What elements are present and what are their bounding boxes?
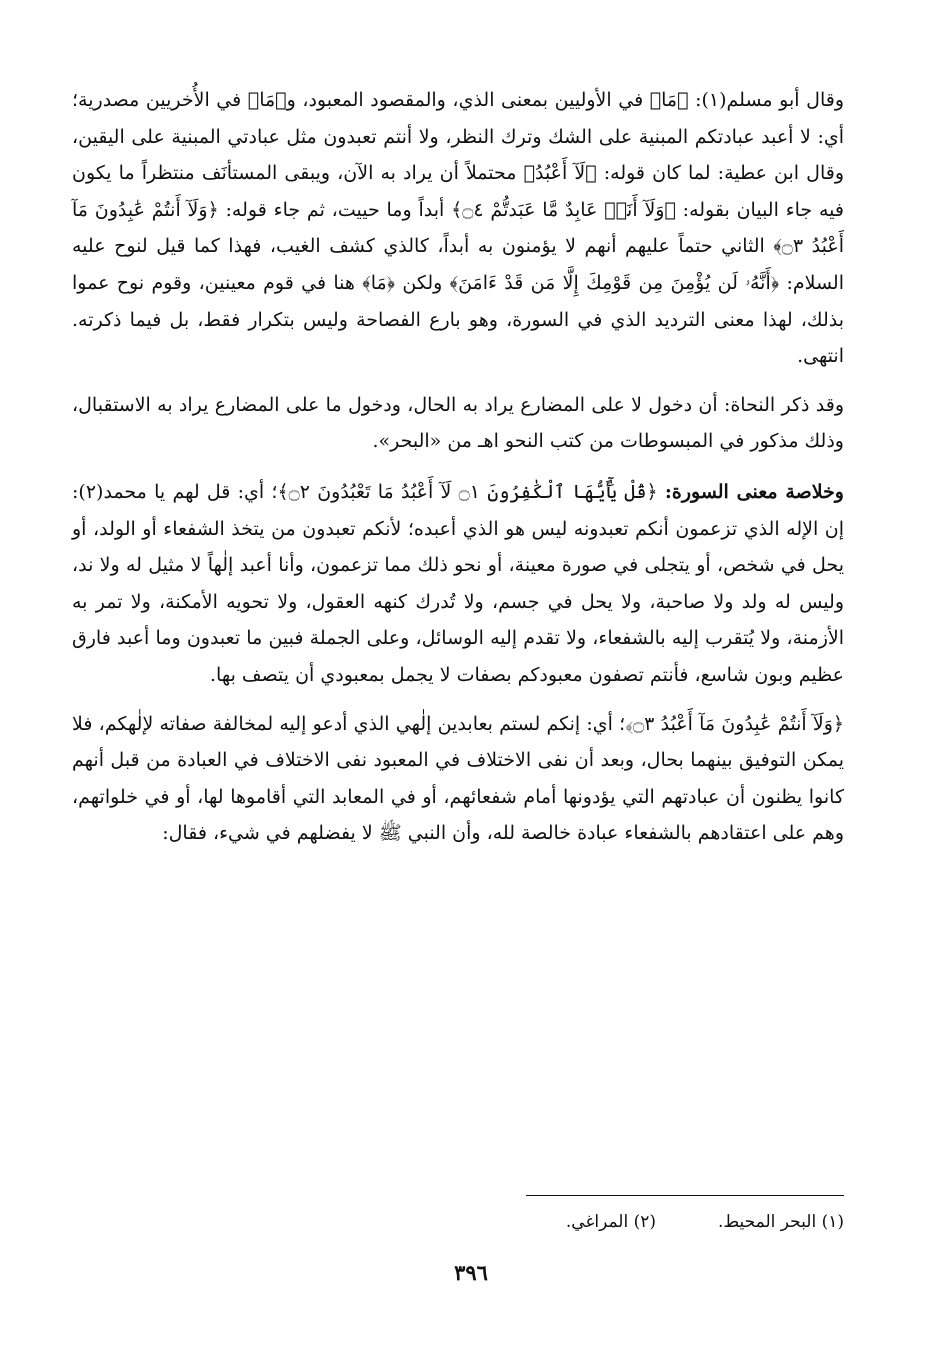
page-number: ٣٩٦ bbox=[454, 1260, 488, 1285]
summary-heading: وخلاصة معنى السورة: bbox=[664, 480, 844, 503]
paragraph-wala-antum: ﴿وَلَآ أَنتُمْ عَٰبِدُونَ مَآ أَعْبُدُ ۝٣﴾؛ أي: إنكم لستم بعابدين إلٰهي الذي أدعو إليه لمخالفة صفاته لإلٰهكم، فلا يمكن التوفيق بينهما بحال، وبعد أن نفى الاختلاف في المعبود نفى الاختلاف في العبادة من قبل أنهم كانوا يظنون أن عبادتهم التي يؤدونها أمام شفعائهم، أو في المعابد التي أقاموها لها، أو في خلواتهم، وهم على اعتقادهم بالشفعاء عبادة خالصة لله، وأن النبي ﷺ لا يفضلهم في شيء، فقال: bbox=[72, 712, 845, 845]
paragraph-abu-muslim: وقال أبو مسلم(١): ﴿مَا﴾ في الأوليين بمعنى الذي، والمقصود المعبود، و﴿مَا﴾ في الأُخريين مصدرية؛ أي: لا أعبد عبادتكم المبنية على الشك وترك النظر، ولا أنتم تعبدون مثل عبادتي المبنية على اليقين، وقال ابن عطية: لما كان قوله: ﴿لَآ أَعْبُدُ﴾ محتملاً أن يراد به الآن، ويبقى المستأنَف منتظراً ما يكون فيه جاء البيان بقوله: ﴿وَلَآ أَنَا۠ عَابِدٌ مَّا عَبَدتُّمْ ۝٤﴾ أبداً وما حييت، ثم جاء قوله: ﴿وَلَآ أَنتُمْ عَٰبِدُونَ مَآ أَعْبُدُ ۝٣﴾ الثاني حتماً عليهم أنهم لا يؤمنون به أبداً، كالذي كشف الغيب، فهذا كما قيل لنوح عليه السلام: ﴿أَنَّهُۥ لَن يُؤْمِنَ مِن قَوْمِكَ إِلَّا مَن قَدْ ءَامَنَ﴾ ولكن ﴿مَا﴾ هنا في قوم معينين، وقوم نوح عموا بذلك، لهذا معنى الترديد الذي في السورة، وهو بارع الفصاحة وليس بتكرار فقط، بل فيما ذكرته. انتهى. bbox=[72, 89, 844, 368]
summary-text: أي: قل لهم يا محمد(٢): إن الإله الذي تزعمون أنكم تعبدونه ليس هو الذي أعبده؛ لأنكم تعبدون من يتخذ الشفعاء أو الولد، أو يحل في شخص، أو يتجلى في صورة معينة، أو نحو ذلك مما تزعمون، وأنا أعبد إلٰهاً لا مثيل له ولا ند، وليس له ولد ولا صاحبة، ولا يحل في جسم، ولا تُدرك كنهه العقول، ولا تحويه الأمكنة، ولا تمر به الأزمنة، ولا يُتقرب إليه بالشفعاء، ولا تقدم إليه الوسائل، وعلى الجملة فبين ما تعبدون وما أعبد فارق عظيم وبون شاسع، فأنتم تصفون معبودكم بصفات لا يجمل بمعبودي أن يتصف بها. bbox=[72, 480, 844, 686]
summary-verse: ﴿قُلْ يَٰٓأَيُّهَا ٱلْكَٰفِرُونَ ۝١ لَآ أَعْبُدُ مَا تَعْبُدُونَ ۝٢﴾؛ bbox=[264, 480, 665, 503]
page-body bbox=[72, 82, 844, 852]
footnote-1: (١) البحر المحيط. bbox=[718, 1212, 844, 1232]
paragraph-summary bbox=[72, 474, 844, 694]
footnotes bbox=[284, 1209, 844, 1235]
footnote-2: (٢) المراغي. bbox=[565, 1212, 657, 1232]
footnote-divider bbox=[526, 1195, 844, 1196]
paragraph-nuhat: وقد ذكر النحاة: أن دخول لا على المضارع يراد به الحال، ودخول ما على المضارع يراد به الاستقبال، وذلك مذكور في المبسوطات من كتب النحو اهـ من «البحر». bbox=[72, 393, 844, 453]
